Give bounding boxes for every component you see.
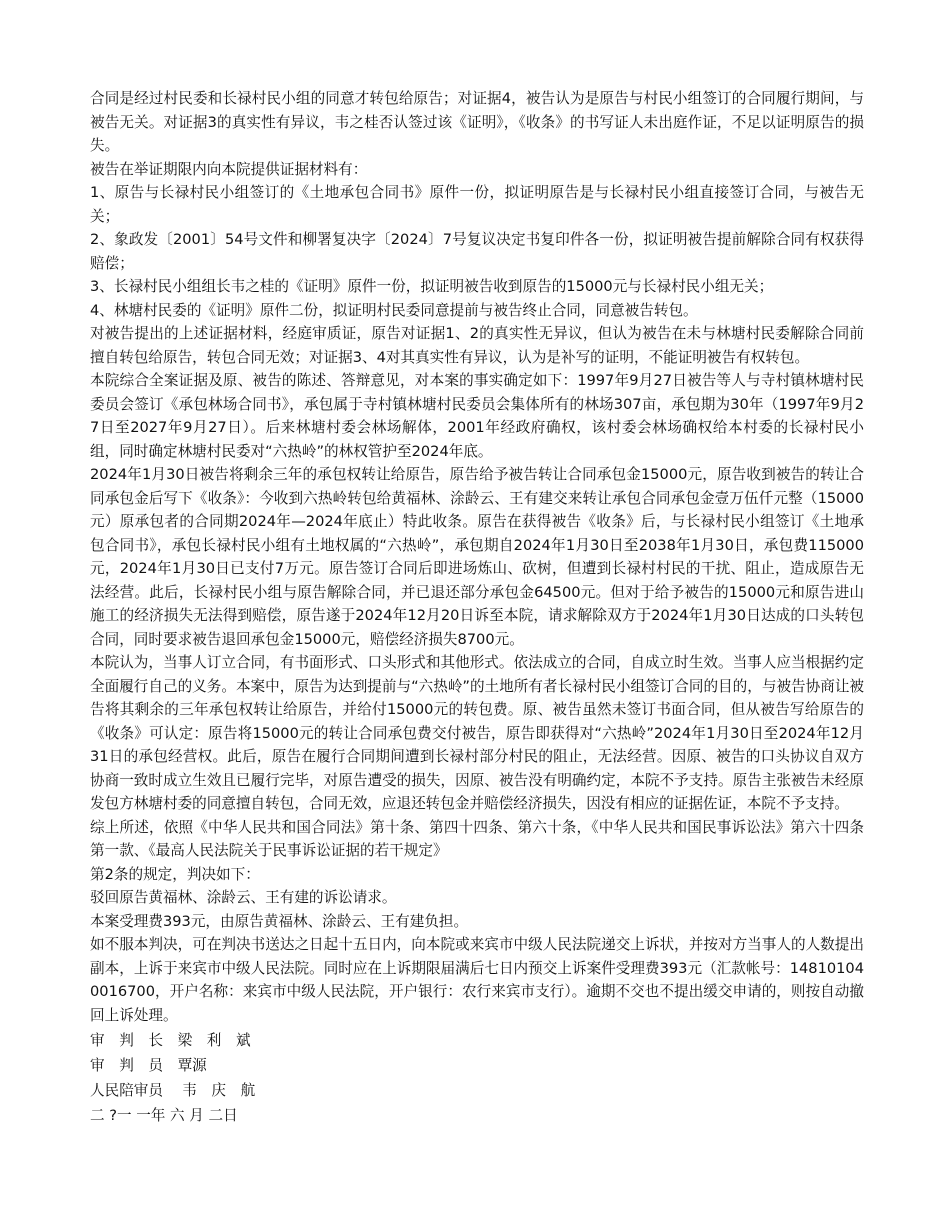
paragraph-appeal-notice: 如不服本判决，可在判决书送达之日起十五日内，向本院或来宾市中级人民法院递交上诉状，并按对方当事人的人数提出副本，上诉于来宾市中级人民法院。同时应在上诉期限届满后七日内预交上诉案件受理费393元（汇款帐号：148101040016700，开户名称：来宾市中级人民法院，开户银行：农行来宾市支行）。逾期不交也不提出缓交申请的，则按自动撤回上诉处理。 [90, 936, 864, 1024]
paragraph-transfer-facts: 2024年1月30日被告将剩余三年的承包权转让给原告，原告给予被告转让合同承包金15000元，原告收到被告的转让合同承包金后写下《收条》：今收到六热岭转包给黄福林、涂龄云、王有建交来转让承包合同承包金壹万伍仟元整（15000元）原承包者的合同期2024年—2024年底止）特此收条。原告在获得被告《收条》后，与长禄村民小组签订《土地承包合同书》，承包长禄村民小组有土地权属的“六热岭”，承包期自2024年1月30日至2038年1月30日，承包费115000元，2024年1月30日已支付7万元。原告签订合同后即进场炼山、砍树，但遭到长禄村村民的干扰、阻止，造成原告无法经营。此后，长禄村民小组与原告解除合同，并已退还部分承包金64500元。但对于给予被告的15000元和原告进山施工的经济损失无法得到赔偿，原告遂于2024年12月20日诉至本院，请求解除双方于2024年1月30日达成的口头转包合同，同时要求被告退回承包金15000元，赔偿经济损失8700元。 [90, 466, 864, 648]
paragraph-case-fee: 本案受理费393元，由原告黄福林、涂龄云、王有建负担。 [90, 912, 469, 930]
paragraph-defendant-evidence-2: 2、象政发〔2001〕54号文件和柳署复决字〔2024〕7号复议决定书复印件各一份，拟证明被告提前解除合同有权获得赔偿； [90, 231, 864, 272]
judgment-body [90, 87, 864, 1027]
paragraph-cross-examination: 对被告提出的上述证据材料，经庭审质证，原告对证据1、2的真实性无异议，但认为被告在未与林塘村民委解除合同前擅自转包给原告，转包合同无效；对证据3、4对其真实性有异议，认为是补写的证明，不能证明被告有权转包。 [90, 325, 864, 366]
paragraph-judgment-intro: 第2条的规定，判决如下： [90, 865, 260, 883]
paragraph-plaintiff-evidence-opinion: 合同是经过村民委和长禄村民小组的同意才转包给原告；对证据4，被告认为是原告与村民小组签订的合同履行期间，与被告无关。对证据3的真实性有异议，韦之桂否认签过该《证明》，《收条》的书写证人未出庭作证，不足以证明原告的损失。 [90, 90, 864, 154]
paragraph-court-reasoning: 本院认为，当事人订立合同，有书面形式、口头形式和其他形式。依法成立的合同，自成立时生效。当事人应当根据约定全面履行自己的义务。本案中，原告为达到提前与“六热岭”的土地所有者长禄村民小组签订合同的目的，与被告协商让被告将其剩余的三年承包权转让给原告，并给付15000元的转包费。原、被告虽然未签订书面合同，但从被告写给原告的《收条》可认定：原告将15000元的转让合同承包费交付被告，原告即获得对“六热岭”2024年1月30日至2024年12月31日的承包经营权。此后，原告在履行合同期间遭到长禄村部分村民的阻止，无法经营。因原、被告的口头协议自双方协商一致时成立生效且已履行完毕，对原告遭受的损失，因原、被告没有明确约定，本院不予支持。原告主张被告未经原发包方林塘村委的同意擅自转包，合同无效，应退还转包金并赔偿经济损失，因没有相应的证据佐证，本院不予支持。 [90, 654, 865, 812]
paragraph-legal-basis: 综上所述，依照《中华人民共和国合同法》第十条、第四十四条、第六十条，《中华人民共和国民事诉讼法》第六十四条第一款、《最高人民法院关于民事诉讼证据的若干规定》 [90, 818, 864, 859]
signature-people-juror: 人民陪审员 韦 庆 航 [90, 1082, 256, 1099]
paragraph-defendant-evidence-3: 3、长禄村民小组组长韦之桂的《证明》原件一份，拟证明被告收到原告的15000元与长禄村民小组无关； [90, 278, 774, 295]
paragraph-defendant-evidence-4: 4、林塘村民委的《证明》原件二份，拟证明村民委同意提前与被告终止合同，同意被告转包。 [90, 301, 698, 319]
paragraph-defendant-evidence-1: 1、原告与长禄村民小组签订的《土地承包合同书》原件一份，拟证明原告是与长禄村民小组直接签订合同，与被告无关； [90, 184, 864, 225]
paragraph-defendant-evidence-intro: 被告在举证期限内向本院提供证据材料有： [90, 160, 368, 178]
paragraph-judgment-ruling: 驳回原告黄福林、涂龄云、王有建的诉讼请求。 [90, 889, 397, 906]
paragraph-facts-found: 本院综合全案证据及原、被告的陈述、答辩意见，对本案的事实确定如下：1997年9月27日被告等人与寺村镇林塘村民委员会签订《承包林场合同书》，承包属于寺村镇林塘村民委员会集体所有的林场307亩，承包期为30年（1997年9月27日至2027年9月27日）。后来林塘村委会林场解体，2001年经政府确权，该村委会林场确权给本村委的长禄村民小组，同时确定林塘村民委对“六热岭”的林权管护至2024年底。 [90, 372, 864, 460]
signature-block [90, 1028, 864, 1128]
signature-chief-judge: 审 判 长 梁 利 斌 [90, 1032, 251, 1049]
judgment-date: 二 ?一 一年 六 月 二日 [90, 1107, 238, 1124]
signature-judge: 审 判 员 覃源 [90, 1057, 207, 1074]
